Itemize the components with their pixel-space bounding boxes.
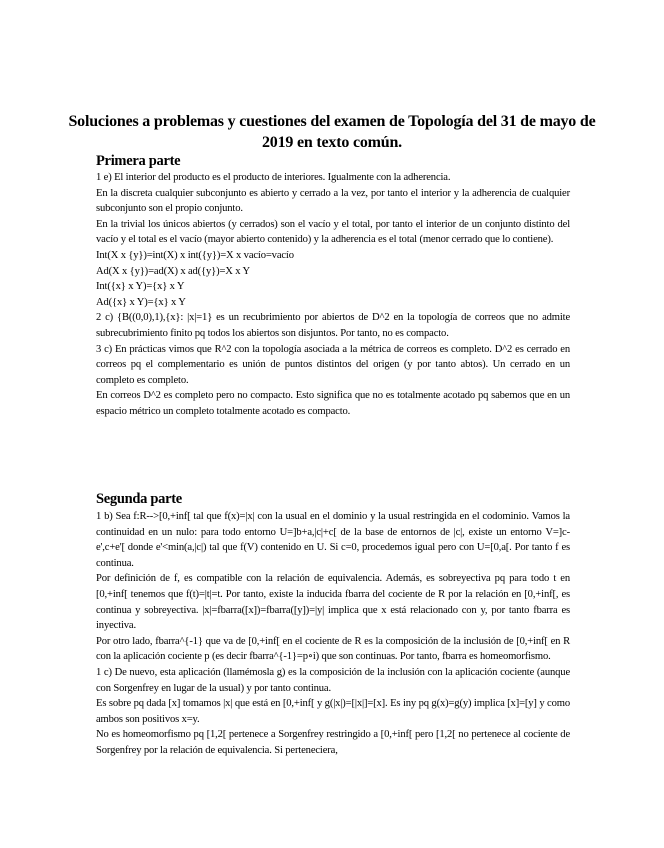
paragraph: Por definición de f, es compatible con la relación de equivalencia. Además, es sobreyectiva pq para todo t en [0,+inf[ tenemos que f(t)=|t|=t. Por tanto, existe la inducida fbarra del cociente de R por la relación en [0,+inf[, es continua y sobreyectiva. |x|=fbarra([x])=fbarra([y])=|y| implica que x está relacionado con y, por tanto fbarra es inyectiva.: [96, 573, 570, 632]
paragraph: Es sobre pq dada [x] tomamos |x| que está en [0,+inf[ y g(|x|)=[|x|]=[x]. Es iny pq g(x)=g(y) implica [x]=[y] y como ambos son positivos x=y.: [96, 698, 570, 725]
paragraph: No es homeomorfismo pq [1,2[ pertenece a Sorgenfrey restringido a [0,+inf[ pero [1,2[ no pertenece al cociente de Sorgenfrey por la relación de equivalencia. Si perteneciera,: [96, 729, 570, 756]
paragraph: 2 c) {B((0,0),1),{x}: |x|=1} es un recubrimiento por abiertos de D^2 en la topología de correos que no admite subrecubrimiento finito pq todos los abiertos son disjuntos. Por tanto, no es compacto.: [96, 312, 570, 339]
section-body-part1: [96, 170, 570, 420]
paragraph: Ad(X x {y})=ad(X) x ad({y})=X x Y: [96, 265, 251, 277]
paragraph: Int(X x {y})=int(X) x int({y})=X x vacío=vacío: [96, 249, 294, 261]
section-body-part2: [96, 509, 570, 759]
paragraph: En la discreta cualquier subconjunto es abierto y cerrado a la vez, por tanto el interior y la adherencia de cualquier subconjunto son el propio conjunto.: [96, 187, 570, 215]
paragraph: 1 b) Sea f:R-->[0,+inf[ tal que f(x)=|x| con la usual en el dominio y la usual restringida en el codominio. Vamos la continuidad en un nulo: para todo entorno U=]b+a,|c|+c[ de la base de entornos de |c|, existe un entorno V=]c-e',c+e'[ donde e'<min(a,|c|) tal que f(V) contenido en U. Si c=0, procedemos igual pero con U=[0,a[. Por tanto f es continua.: [96, 511, 570, 569]
paragraph: Ad({x} x Y)={x} x Y: [96, 296, 186, 308]
document-title: Soluciones a problemas y cuestiones del examen de Topología del 31 de mayo de 2019 en texto común.: [68, 113, 596, 151]
paragraph: 1 e) El interior del producto es el producto de interiores. Igualmente con la adherencia.: [96, 172, 451, 183]
section-heading-part1: Primera parte: [96, 153, 181, 169]
paragraph: Por otro lado, fbarra^{-1} que va de [0,+inf[ en el cociente de R es la composición de la inclusión de [0,+inf[ en R con la aplicación cociente p (es decir fbarra^{-1}=p∘i) que son continuas. Por tanto, fbarra es homeomorfismo.: [96, 635, 570, 663]
section-heading-part2: Segunda parte: [96, 491, 182, 507]
paragraph: En correos D^2 es completo pero no compacto. Esto significa que no es totalmente acotado pq sabemos que en un espacio métrico un completo totalmente acotado es compacto.: [96, 390, 570, 417]
paragraph: Int({x} x Y)={x} x Y: [96, 281, 185, 293]
paragraph: 1 c) De nuevo, esta aplicación (llamémosla g) es la composición de la inclusión con la aplicación cociente (aunque con Sorgenfrey en lugar de la usual) y por tanto continua.: [96, 666, 570, 694]
paragraph: 3 c) En prácticas vimos que R^2 con la topología asociada a la métrica de correos es completo. D^2 es cerrado en correos pq el complementario es unión de puntos distintos del origen (y por tanto abtos). Un cerrado en un completo es completo.: [96, 343, 570, 386]
paragraph: En la trivial los únicos abiertos (y cerrados) son el vacío y el total, por tanto el interior de un conjunto distinto del vacío y el total es el vacío (mayor abierto contenido) y la adherencia es el total (menor cerrado que lo contiene).: [96, 218, 570, 246]
